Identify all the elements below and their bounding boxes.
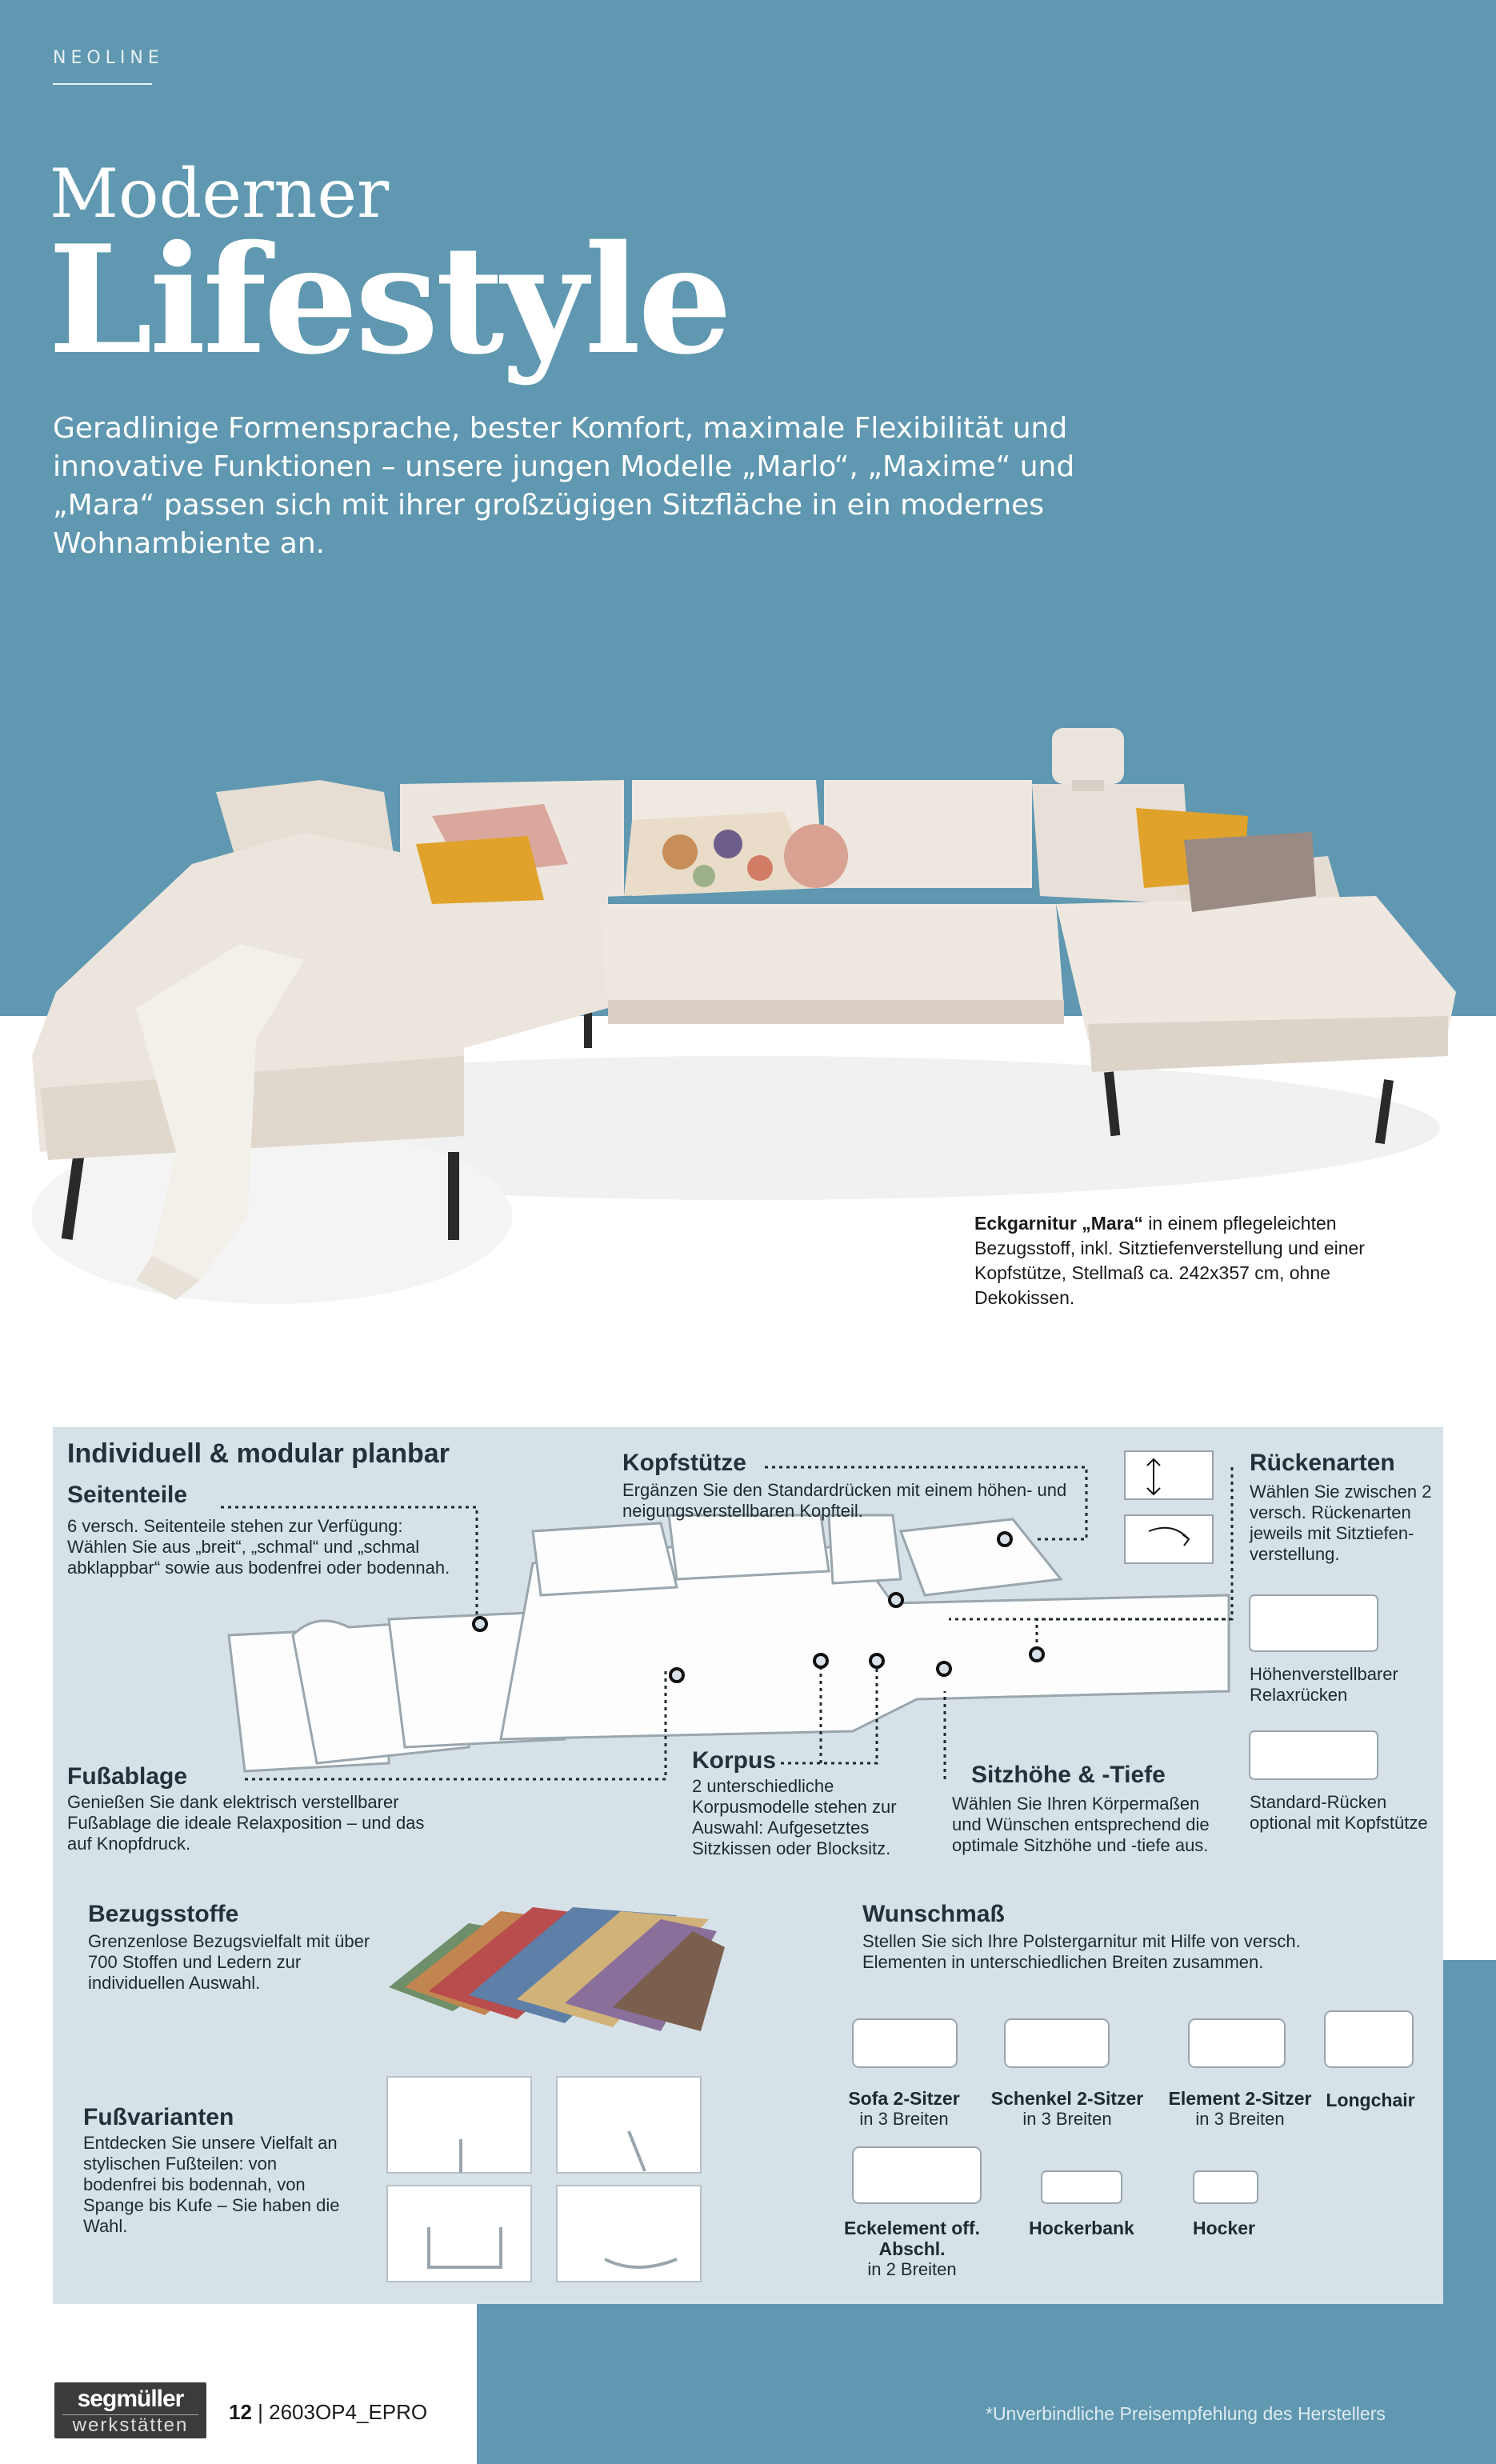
footer-background (477, 2304, 1496, 2464)
page-title-line1: Moderner (50, 154, 390, 233)
page-title-line2: Lifestyle (48, 212, 730, 387)
korpus-heading: Korpus (692, 1747, 776, 1774)
wunschmass-text: Stellen Sie sich Ihre Polstergarnitur mit Hilfe von versch. Elementen in unterschiedlichen Breiten zusammen. (862, 1931, 1301, 1972)
module-sofa-2-sitzer: Sofa 2-Sitzer in 3 Breiten (848, 2088, 960, 2129)
fussvarianten-text: Entdecken Sie unsere Vielfalt an stylischen Fußteilen: von bodenfrei bis bodennah, von Spange bis Kufe – Sie haben die Wahl. (83, 2133, 340, 2236)
fussablage-heading: Fußablage (67, 1763, 188, 1790)
fussvarianten-heading: Fußvarianten (83, 2104, 234, 2130)
sitzhoehe-heading: Sitzhöhe & -Tiefe (971, 1762, 1166, 1788)
module-longchair: Longchair (1326, 2090, 1415, 2110)
sitzhoehe-text: Wählen Sie Ihren Körpermaßen und Wünschen entsprechend die optimale Sitzhöhe und -tiefe aus. (952, 1794, 1210, 1855)
fussablage-text: Genießen Sie dank elektrisch verstellbarer Fußablage die ideale Relaxposition – und das auf Knopfdruck. (67, 1792, 425, 1854)
module-hockerbank: Hockerbank (1029, 2218, 1134, 2238)
module-schenkel-2-sitzer: Schenkel 2-Sitzer in 3 Breiten (990, 2088, 1144, 2129)
brand-label: NEOLINE (53, 48, 164, 68)
rueckenarten-text: Wählen Sie zwischen 2 versch. Rückenarten jeweils mit Sitztiefen-verstellung. (1250, 1482, 1432, 1564)
sofa-caption (974, 1211, 1422, 1310)
caption-title: Eckgarnitur „Mara“ (974, 1213, 1143, 1234)
footnote: *Unverbindliche Preisempfehlung des Herstellers (986, 2403, 1386, 2424)
accent-strip (1442, 1960, 1496, 2304)
relaxruecken-label: Höhenverstellbarer Relaxrücken (1250, 1664, 1398, 1705)
module-eckelement: Eckelement off. Abschl. in 2 Breiten (844, 2218, 980, 2279)
korpus-text: 2 unterschiedliche Korpusmodelle stehen zur Auswahl: Aufgesetztes Sitzkissen oder Blocksitz. (692, 1776, 897, 1858)
seitenteile-text: 6 versch. Seitenteile stehen zur Verfügung: Wählen Sie aus „breit“, „schmal“ und „schmal abklappbar“ sowie aus bodenfrei oder bodennah. (67, 1516, 450, 1578)
intro-text: Geradlinige Formensprache, bester Komfort, maximale Flexibilität und innovative Funktionen – unsere jungen Modelle „Marlo“, „Maxime“ und „Mara“ passen sich mit ihrer großzügigen Sitzfläche in ein modernes Wohnambiente an. (53, 412, 1075, 560)
logo-subline: werkstätten (72, 2414, 189, 2436)
bezugsstoffe-heading: Bezugsstoffe (88, 1901, 239, 1927)
kopfstuetze-heading: Kopfstütze (622, 1450, 746, 1476)
module-element-2-sitzer: Element 2-Sitzer in 3 Breiten (1168, 2088, 1312, 2129)
brand-underline (53, 83, 152, 85)
caption-text: in einem pflegeleichten Bezugsstoff, inkl. Sitztiefenverstellung und einer Kopfstütze, Stellmaß ca. 242x357 cm, ohne Dekokissen. (974, 1213, 1365, 1308)
standardruecken-label: Standard-Rücken optional mit Kopfstütze (1250, 1792, 1428, 1833)
rueckenarten-heading: Rückenarten (1250, 1450, 1395, 1476)
kopfstuetze-text: Ergänzen Sie den Standardrücken mit einem höhen- und neigungsverstellbaren Kopfteil. (622, 1480, 1067, 1521)
bezugsstoffe-text: Grenzenlose Bezugsvielfalt mit über 700 Stoffen und Ledern zur individuellen Auswahl. (88, 1931, 370, 1993)
page-number: 12 | 2603OP4_EPRO (229, 2400, 428, 2424)
logo-wordmark: segmüller (77, 2386, 184, 2412)
seitenteile-heading: Seitenteile (67, 1482, 188, 1508)
module-hocker: Hocker (1193, 2218, 1255, 2238)
panel-title: Individuell & modular planbar (67, 1438, 450, 1469)
wunschmass-heading: Wunschmaß (862, 1901, 1005, 1927)
